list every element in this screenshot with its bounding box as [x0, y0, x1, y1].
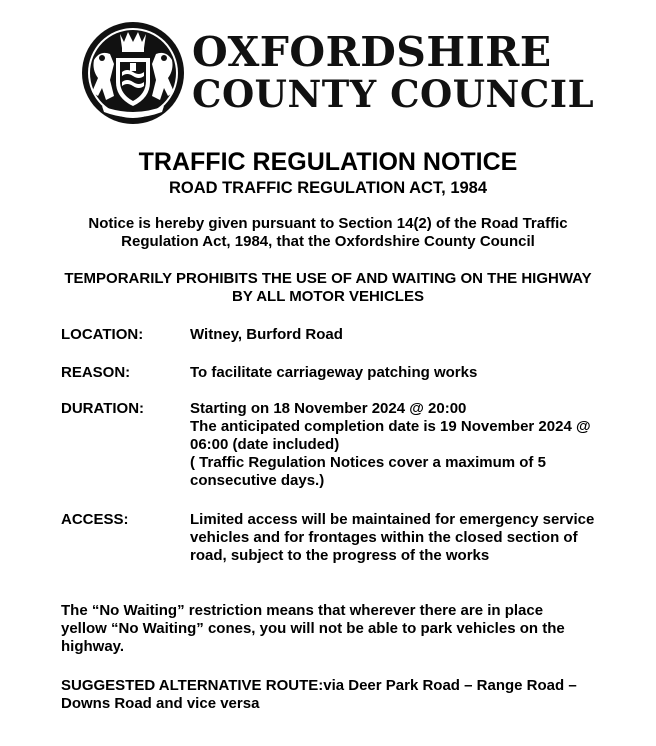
- coat-of-arms-icon: [80, 20, 186, 126]
- access-label: ACCESS:: [61, 511, 129, 528]
- location-value: [190, 326, 641, 344]
- prohibition-line: BY ALL MOTOR VEHICLES: [232, 288, 424, 305]
- duration-value-line: 06:00 (date included): [190, 436, 340, 453]
- council-name: [192, 28, 595, 116]
- alternative-route-line: Downs Road and vice versa: [61, 695, 260, 712]
- reason-value-line: To facilitate carriageway patching works: [190, 364, 478, 381]
- intro-paragraph: [40, 215, 616, 251]
- no-waiting-paragraph: [61, 602, 631, 656]
- location-value-line: Witney, Burford Road: [190, 326, 343, 343]
- council-name-line1: OXFORDSHIRE: [192, 28, 552, 76]
- notice-subtitle: ROAD TRAFFIC REGULATION ACT, 1984: [168, 179, 488, 197]
- access-value: [190, 511, 641, 565]
- duration-label: DURATION:: [61, 400, 145, 417]
- no-waiting-line: highway.: [61, 638, 125, 655]
- access-value-line: Limited access will be maintained for emergency service: [190, 511, 595, 528]
- council-name-line2: COUNTY COUNCIL: [192, 72, 595, 116]
- notice-title: TRAFFIC REGULATION NOTICE: [138, 148, 518, 176]
- prohibition-statement: [20, 270, 636, 306]
- duration-value-line: ( Traffic Regulation Notices cover a maximum of 5: [190, 454, 546, 471]
- access-value-line: road, subject to the progress of the works: [190, 547, 490, 564]
- duration-value-line: The anticipated completion date is 19 November 2024 @: [190, 418, 591, 435]
- alternative-route-line: SUGGESTED ALTERNATIVE ROUTE:via Deer Park Road – Range Road –: [61, 677, 577, 694]
- intro-line: Regulation Act, 1984, that the Oxfordshire County Council: [121, 233, 535, 250]
- reason-label: REASON:: [61, 364, 131, 381]
- duration-value: [190, 400, 641, 490]
- location-label: LOCATION:: [61, 326, 144, 343]
- alternative-route-paragraph: [61, 677, 631, 713]
- duration-value-line: Starting on 18 November 2024 @ 20:00: [190, 400, 467, 417]
- intro-line: Notice is hereby given pursuant to Section 14(2) of the Road Traffic: [88, 215, 568, 232]
- prohibition-line: TEMPORARILY PROHIBITS THE USE OF AND WAITING ON THE HIGHWAY: [64, 270, 592, 287]
- duration-value-line: consecutive days.): [190, 472, 325, 489]
- no-waiting-line: The “No Waiting” restriction means that wherever there are in place: [61, 602, 544, 619]
- reason-value: [190, 364, 641, 382]
- council-header: [80, 18, 595, 130]
- no-waiting-line: yellow “No Waiting” cones, you will not be able to park vehicles on the: [61, 620, 565, 637]
- access-value-line: vehicles and for frontages within the closed section of: [190, 529, 578, 546]
